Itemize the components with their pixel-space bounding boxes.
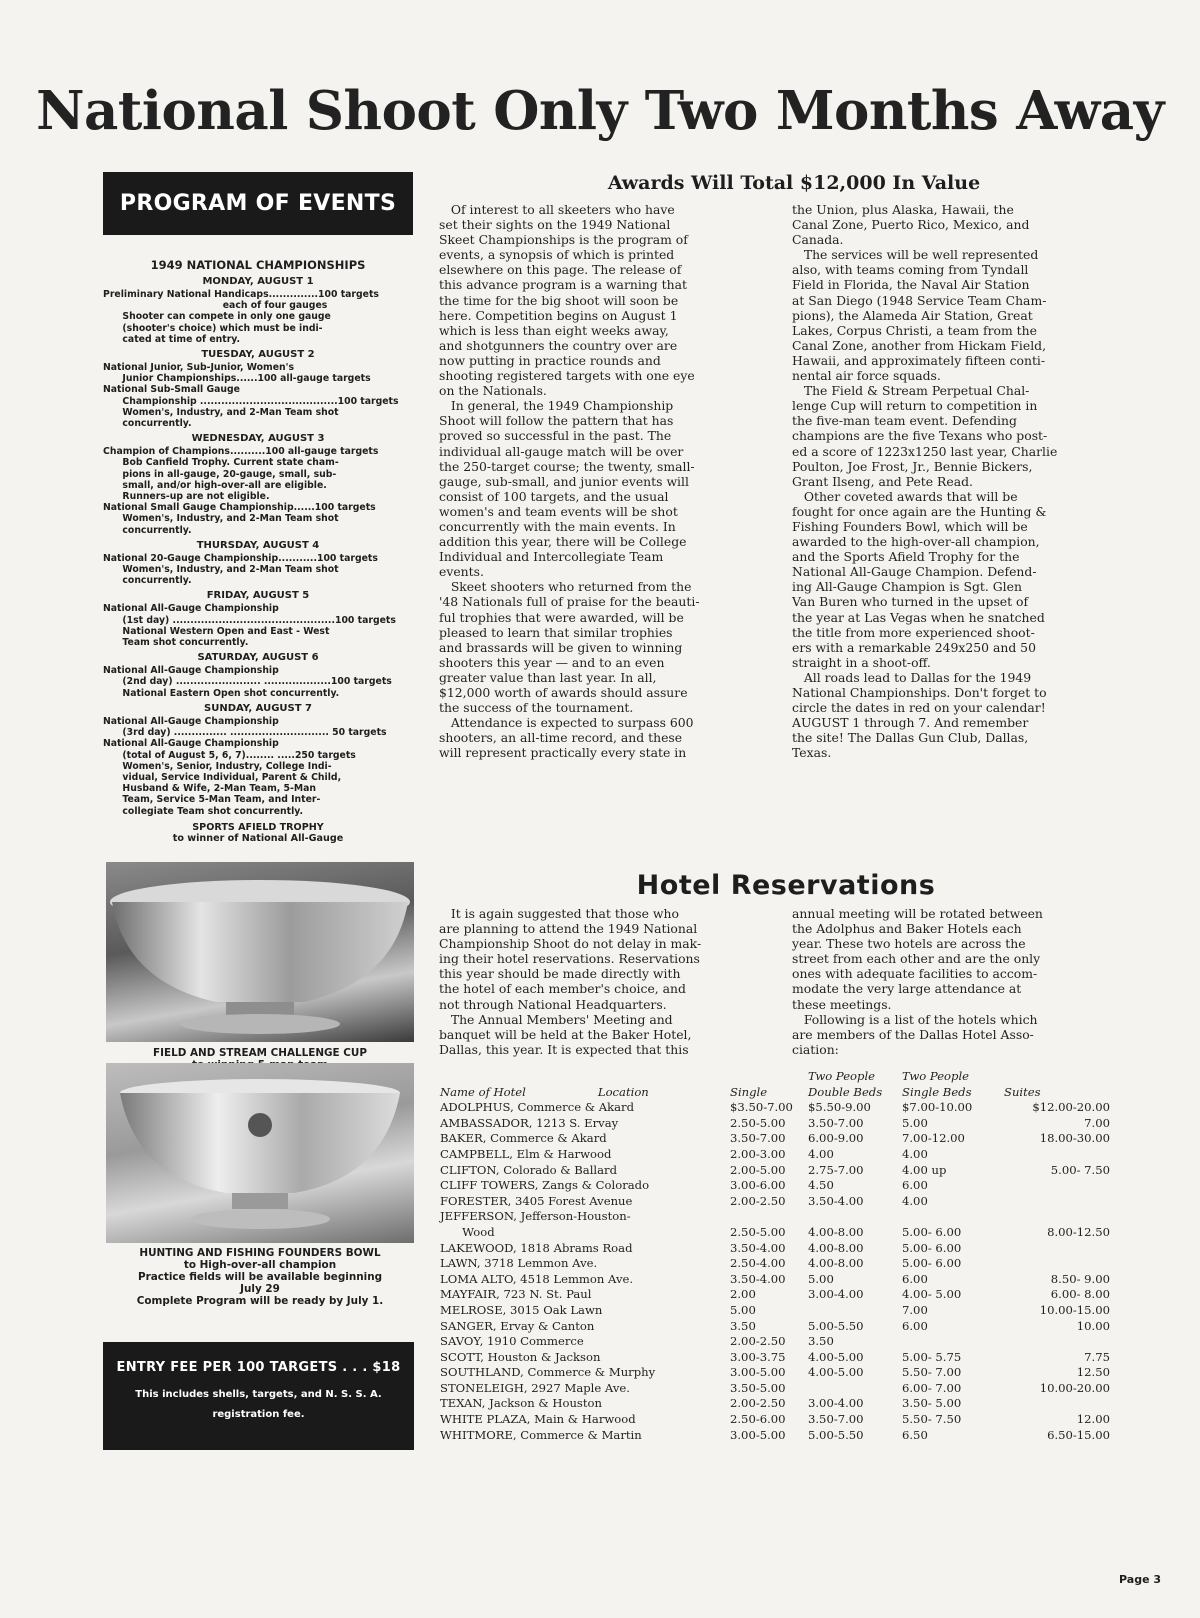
single-beds-rate: 5.00- 6.00 — [902, 1240, 962, 1255]
hotel-headline: Hotel Reservations — [636, 870, 936, 901]
day-label: SATURDAY, AUGUST 6 — [197, 652, 319, 664]
awards-headline: Awards Will Total $12,000 In Value — [607, 172, 981, 194]
hotel-name: SAVOY, 1910 Commerce — [440, 1334, 584, 1349]
hotel-name: SANGER, Ervay & Canton — [440, 1318, 595, 1333]
day-events: National Junior, Sub-Junior, Women's Junior Championships......100 all-gauge targets National Sub-Small Gauge Championship .......................................100 targets Women's, Industry, and 2-Man Team shot concurrently. — [103, 362, 399, 430]
single-beds-rate: 6.00 — [902, 1178, 928, 1193]
double-beds-rate: 4.50 — [808, 1178, 834, 1193]
single-beds-rate: 7.00-12.00 — [902, 1131, 965, 1146]
suites-rate: 18.00-30.00 — [1039, 1131, 1110, 1146]
double-beds-rate: 3.00-4.00 — [808, 1396, 864, 1411]
single-beds-rate: 6.50 — [902, 1427, 928, 1442]
double-beds-rate: 4.00-8.00 — [808, 1224, 864, 1239]
single-beds-rate: 6.00 — [902, 1271, 928, 1286]
double-beds-rate: 4.00-5.00 — [808, 1365, 864, 1380]
double-beds-rate: 4.00-8.00 — [808, 1256, 864, 1271]
hotel-row — [440, 1365, 1110, 1381]
single-rate: 3.50-4.00 — [730, 1240, 786, 1255]
suites-rate: 7.75 — [1084, 1349, 1110, 1364]
single-beds-rate — [902, 1334, 1004, 1350]
hotel-row — [440, 1256, 1110, 1272]
hotel-row — [440, 1350, 1110, 1366]
single-beds-rate: 5.50- 7.50 — [902, 1412, 962, 1427]
suites-rate — [1004, 1334, 1110, 1350]
single-rate: 2.50-6.00 — [730, 1412, 786, 1427]
single-rate: 2.00-2.50 — [730, 1334, 786, 1349]
suites-rate: 8.00-12.50 — [1047, 1224, 1110, 1239]
location-label: Location — [597, 1084, 649, 1099]
hotel-row — [440, 1334, 1110, 1350]
double-beds-rate: 4.00-5.00 — [808, 1349, 864, 1364]
hotel-name: AMBASSADOR, 1213 S. Ervay — [440, 1115, 619, 1130]
founders-bowl-photo — [106, 1063, 414, 1243]
single-beds-rate — [902, 1209, 1004, 1225]
hotel-row — [440, 1100, 1110, 1116]
single-rate: 3.50-5.00 — [730, 1380, 786, 1395]
single-rate: 3.00-5.00 — [730, 1427, 786, 1442]
hotel-name-header — [440, 1085, 730, 1101]
hotel-name: JEFFERSON, Jefferson-Houston- — [440, 1209, 631, 1224]
hotel-name: WHITMORE, Commerce & Martin — [440, 1427, 642, 1442]
suites-header: Suites — [1004, 1084, 1041, 1099]
day-events: Champion of Champions..........100 all-gauge targets Bob Canfield Trophy. Current state cham- pions in all-gauge, 20-gauge, small, sub- small, and/or high-over-all are eligible. Runners-up are not eligible. National Small Gauge Championship......100 targets Women's, Industry, and 2-Man Team shot concurrently. — [103, 446, 379, 536]
day-events: Preliminary National Handicaps..............100 targets each of four gauges Shooter can compete in only one gauge (shooter's choice) which must be indi- cated at time of entry. — [103, 289, 379, 345]
hotel-row — [440, 1381, 1110, 1397]
suites-rate — [1004, 1147, 1110, 1163]
day-events: National All-Gauge Championship (1st day) ..............................................100 targets National Western Open and East - West Team shot concurrently. — [103, 603, 396, 649]
double-beds-rate: 3.50-4.00 — [808, 1193, 864, 1208]
day-label: MONDAY, AUGUST 1 — [202, 276, 314, 287]
hotel-name: BAKER, Commerce & Akard — [440, 1131, 607, 1146]
single-rate: 3.00-5.00 — [730, 1365, 786, 1380]
single-rate: $3.50-7.00 — [730, 1100, 793, 1115]
hotel-name: TEXAN, Jackson & Houston — [440, 1396, 602, 1411]
entry-fee-includes: This includes shells, targets, and N. S. S. A. — [135, 1389, 382, 1400]
double-beds-rate — [808, 1381, 902, 1397]
single-beds-rate: 6.00 — [902, 1318, 928, 1333]
suites-rate: 6.00- 8.00 — [1050, 1287, 1110, 1302]
single-rate: 3.00-6.00 — [730, 1178, 786, 1193]
single-rate: 2.50-4.00 — [730, 1256, 786, 1271]
sports-afield-trophy-note: SPORTS AFIELD TROPHY to winner of National All-Gauge — [172, 821, 344, 845]
program-column — [103, 172, 413, 845]
day-events: National All-Gauge Championship (3rd day) ............... ............................ 50 targets National All-Gauge Championship (total of August 5, 6, 7)........ .....250 targets Women's, Senior, Industry, College Indi- vidual, Service Individual, Parent & Child, Husband & Wife, 2-Man Team, 5-Man Team, Service 5-Man Team, and Inter- collegiate Team shot concurrently. — [103, 715, 387, 817]
single-beds-rate: 5.00 — [902, 1115, 928, 1130]
hotel-name: STONELEIGH, 2927 Maple Ave. — [440, 1380, 630, 1395]
single-rate: 2.50-5.00 — [730, 1115, 786, 1130]
suites-rate — [1004, 1256, 1110, 1272]
entry-fee-box — [103, 1342, 414, 1450]
entry-fee: ENTRY FEE PER 100 TARGETS . . . $18 — [116, 1360, 401, 1375]
single-beds-rate: 4.00- 5.00 — [902, 1287, 962, 1302]
program-title: PROGRAM OF EVENTS — [119, 191, 397, 216]
suites-rate — [1004, 1194, 1110, 1210]
hotel-text-column-1: It is again suggested that those who are planning to attend the 1949 National Championship Shoot do not delay in mak- ing their hotel reservations. Reservations this year should be made directly with the hotel of each member's choice, and not through National Headquarters. The Annual Members' Meeting and banquet will be held at the Baker Hotel, Dallas, this year. It is expected that this — [439, 906, 702, 1057]
suites-rate: 6.50-15.00 — [1047, 1427, 1110, 1442]
hotel-name: CLIFF TOWERS, Zangs & Colorado — [440, 1178, 650, 1193]
single-rate: 2.00-5.00 — [730, 1162, 786, 1177]
hotel-row — [440, 1131, 1110, 1147]
suites-rate: 12.00 — [1076, 1412, 1110, 1427]
single-rate: 2.00-3.00 — [730, 1146, 786, 1161]
hotel-row — [440, 1241, 1110, 1257]
suites-rate: $12.00-20.00 — [1032, 1100, 1110, 1115]
single-rate: 3.50 — [730, 1318, 756, 1333]
hotel-rates-table — [440, 1069, 1110, 1443]
hotel-row — [440, 1303, 1110, 1319]
suites-rate: 10.00-15.00 — [1039, 1302, 1110, 1317]
day-events: National 20-Gauge Championship...........100 targets Women's, Industry, and 2-Man Team shot concurrently. — [103, 552, 378, 587]
single-rate: 2.50-5.00 — [730, 1224, 786, 1239]
single-beds-rate: 5.50- 7.00 — [902, 1365, 962, 1380]
double-beds-rate: 4.00-8.00 — [808, 1240, 864, 1255]
hotel-row — [440, 1163, 1110, 1179]
hotel-row — [440, 1178, 1110, 1194]
hotel-name: MAYFAIR, 723 N. St. Paul — [440, 1287, 592, 1302]
suites-rate: 10.00 — [1076, 1318, 1110, 1333]
hotel-row — [440, 1116, 1110, 1132]
double-beds-rate: 3.50-7.00 — [808, 1115, 864, 1130]
suites-rate — [1004, 1396, 1110, 1412]
hotel-name: SOUTHLAND, Commerce & Murphy — [440, 1365, 656, 1380]
single-beds-rate: $7.00-10.00 — [902, 1100, 973, 1115]
name-of-hotel-label: Name of Hotel — [440, 1084, 526, 1099]
hotel-row — [440, 1194, 1110, 1210]
single-rate: 2.00-2.50 — [730, 1396, 786, 1411]
single-rate: 5.00 — [730, 1302, 756, 1317]
hotel-rows — [440, 1100, 1110, 1443]
double-beds-rate — [808, 1303, 902, 1319]
double-beds-rate: 5.00 — [808, 1271, 834, 1286]
day-label: WEDNESDAY, AUGUST 3 — [191, 433, 325, 445]
single-beds-header: Single Beds — [902, 1084, 972, 1099]
single-rate: 2.00-2.50 — [730, 1193, 786, 1208]
suites-rate — [1004, 1241, 1110, 1257]
single-beds-rate: 4.00 up — [902, 1162, 947, 1177]
hotel-row — [440, 1147, 1110, 1163]
hotel-name: LAKEWOOD, 1818 Abrams Road — [440, 1240, 633, 1255]
hotel-name: LAWN, 3718 Lemmon Ave. — [440, 1256, 598, 1271]
single-beds-rate: 5.00- 6.00 — [902, 1224, 962, 1239]
hotel-row — [440, 1412, 1110, 1428]
page-headline: National Shoot Only Two Months Away — [36, 80, 1164, 142]
double-beds-rate — [808, 1209, 902, 1225]
hotel-row — [440, 1287, 1110, 1303]
hotel-name: CLIFTON, Colorado & Ballard — [440, 1162, 618, 1177]
double-beds-header-top: Two People — [808, 1069, 876, 1083]
single-rate: 2.00 — [730, 1287, 756, 1302]
hotel-row — [440, 1396, 1110, 1412]
day-label: FRIDAY, AUGUST 5 — [206, 590, 310, 602]
day-label: SUNDAY, AUGUST 7 — [204, 702, 312, 714]
challenge-cup-photo — [106, 862, 414, 1042]
single-beds-header-top: Two People — [902, 1069, 970, 1083]
single-beds-rate: 5.00- 6.00 — [902, 1256, 962, 1271]
hotel-name: SCOTT, Houston & Jackson — [440, 1349, 601, 1364]
double-beds-rate: $5.50-9.00 — [808, 1100, 871, 1115]
single-header: Single — [730, 1084, 768, 1099]
hotel-name: MELROSE, 3015 Oak Lawn — [440, 1302, 603, 1317]
double-beds-rate: 4.00 — [808, 1146, 834, 1161]
hotel-text-column-2: annual meeting will be rotated between the Adolphus and Baker Hotels each year. These two hotels are across the street from each other and are the only ones with adequate facilities to accom- modate the very large attendance at these meetings. Following is a list of the hotels which are members of the Dallas Hotel Asso- ciation: — [792, 906, 1043, 1057]
entry-fee-registration: registration fee. — [212, 1409, 305, 1420]
suites-rate — [1004, 1209, 1110, 1225]
suites-rate: 7.00 — [1084, 1115, 1110, 1130]
hotel-row — [440, 1209, 1110, 1225]
double-beds-rate: 6.00-9.00 — [808, 1131, 864, 1146]
double-beds-rate: 5.00-5.50 — [808, 1318, 864, 1333]
suites-rate: 5.00- 7.50 — [1050, 1162, 1110, 1177]
single-rate: 3.50-7.00 — [730, 1131, 786, 1146]
single-beds-rate: 5.00- 5.75 — [902, 1349, 962, 1364]
challenge-cup-caption: FIELD AND STREAM CHALLENGE CUP — [153, 1047, 367, 1059]
suites-rate — [1004, 1178, 1110, 1194]
double-beds-rate: 3.50-7.00 — [808, 1412, 864, 1427]
single-beds-rate: 4.00 — [902, 1146, 928, 1161]
hotel-row — [440, 1428, 1110, 1444]
founders-bowl-icon — [106, 1063, 414, 1243]
double-beds-rate: 5.00-5.50 — [808, 1427, 864, 1442]
single-beds-rate: 6.00- 7.00 — [902, 1380, 962, 1395]
double-beds-rate: 3.50 — [808, 1334, 834, 1349]
championships-title: 1949 NATIONAL CHAMPIONSHIPS — [150, 258, 366, 272]
suites-rate: 10.00-20.00 — [1039, 1380, 1110, 1395]
single-beds-rate: 4.00 — [902, 1193, 928, 1208]
day-events: National All-Gauge Championship (2nd day) ........................ ...................100 targets National Eastern Open shot concurrently. — [103, 665, 392, 699]
suites-rate: 8.50- 9.00 — [1050, 1271, 1110, 1286]
double-beds-header: Double Beds — [808, 1084, 883, 1099]
day-label: TUESDAY, AUGUST 2 — [201, 349, 315, 361]
suites-rate: 12.50 — [1076, 1365, 1110, 1380]
single-rate — [730, 1209, 808, 1225]
hotel-name: WHITE PLAZA, Main & Harwood — [440, 1412, 636, 1427]
hotel-row — [440, 1225, 1110, 1241]
hotel-name: ADOLPHUS, Commerce & Akard — [440, 1100, 635, 1115]
hotel-row — [440, 1319, 1110, 1335]
single-rate: 3.00-3.75 — [730, 1349, 786, 1364]
awards-text-column-1: Of interest to all skeeters who have set their sights on the 1949 National Skeet Championships is the program of events, a synopsis of which is printed elsewhere on this page. The release of this advance program is a warning that the time for the big shoot will soon be here. Competition begins on August 1 which is less than eight weeks away, and shotgunners the country over are now putting in practice rounds and shooting registered targets with one eye on the Nationals. In general, the 1949 Championship Shoot will follow the pattern that has proved so successful in the past. The individual all-gauge match will be over the 250-target course; the twenty, small- gauge, sub-small, and junior events will consist of 100 targets, and the usual women's and team events will be shot concurrently with the main events. In addition this year, there will be College Individual and Intercollegiate Team events. Skeet shooters who returned from the '48 Nationals full of praise for the beauti- ful trophies that were awarded, will be pleased to learn that similar trophies and brassards will be given to winning shooters this year — and to an even greater value than last year. In all, $12,000 worth of awards should assure the success of the tournament. Attendance is expected to surpass 600 shooters, an all-time record, and these will represent practically every state in — [439, 202, 700, 761]
double-beds-rate: 2.75-7.00 — [808, 1162, 864, 1177]
page-number: Page 3 — [1119, 1573, 1162, 1586]
hotel-name: CAMPBELL, Elm & Harwood — [440, 1146, 612, 1161]
challenge-cup-icon — [106, 862, 414, 1042]
single-rate: 3.50-4.00 — [730, 1271, 786, 1286]
hotel-name: Wood — [440, 1224, 495, 1239]
program-title-box — [103, 172, 413, 235]
founders-bowl-caption: HUNTING AND FISHING FOUNDERS BOWL to High-over-all champion Practice fields will be available beginning July 29 Complete Program will be ready by July 1. — [136, 1247, 384, 1307]
double-beds-rate: 3.00-4.00 — [808, 1287, 864, 1302]
single-beds-rate: 7.00 — [902, 1302, 928, 1317]
single-beds-rate: 3.50- 5.00 — [902, 1396, 962, 1411]
day-label: THURSDAY, AUGUST 4 — [196, 539, 320, 551]
hotel-name: FORESTER, 3405 Forest Avenue — [440, 1193, 633, 1208]
awards-text-column-2: the Union, plus Alaska, Hawaii, the Canal Zone, Puerto Rico, Mexico, and Canada. The services will be well represented also, with teams coming from Tyndall Field in Florida, the Naval Air Station at San Diego (1948 Service Team Cham- pions), the Alameda Air Station, Great Lakes, Corpus Christi, a team from the Canal Zone, another from Hickam Field, Hawaii, and approximately fifteen conti- nental air force squads. The Field & Stream Perpetual Chal- lenge Cup will return to competition in the five-man team event. Defending champions are the five Texans who post- ed a score of 1223x1250 last year, Charlie Poulton, Joe Frost, Jr., Bennie Bickers, Grant Ilseng, and Pete Read. Other coveted awards that will be fought for once again are the Hunting & Fishing Founders Bowl, which will be awarded to the high-over-all champion, and the Sports Afield Trophy for the National All-Gauge Champion. Defend- ing All-Gauge Champion is Sgt. Glen Van Buren who turned in the upset of the year at Las Vegas when he snatched the title from more experienced shoot- ers with a remarkable 249x250 and 50 straight in a shoot-off. All roads lead to Dallas for the 1949 National Championships. Don't forget to circle the dates in red on your calendar! AUGUST 1 through 7. And remember the site! The Dallas Gun Club, Dallas, Texas. — [792, 202, 1058, 761]
hotel-row — [440, 1272, 1110, 1288]
hotel-name: LOMA ALTO, 4518 Lemmon Ave. — [440, 1271, 634, 1286]
